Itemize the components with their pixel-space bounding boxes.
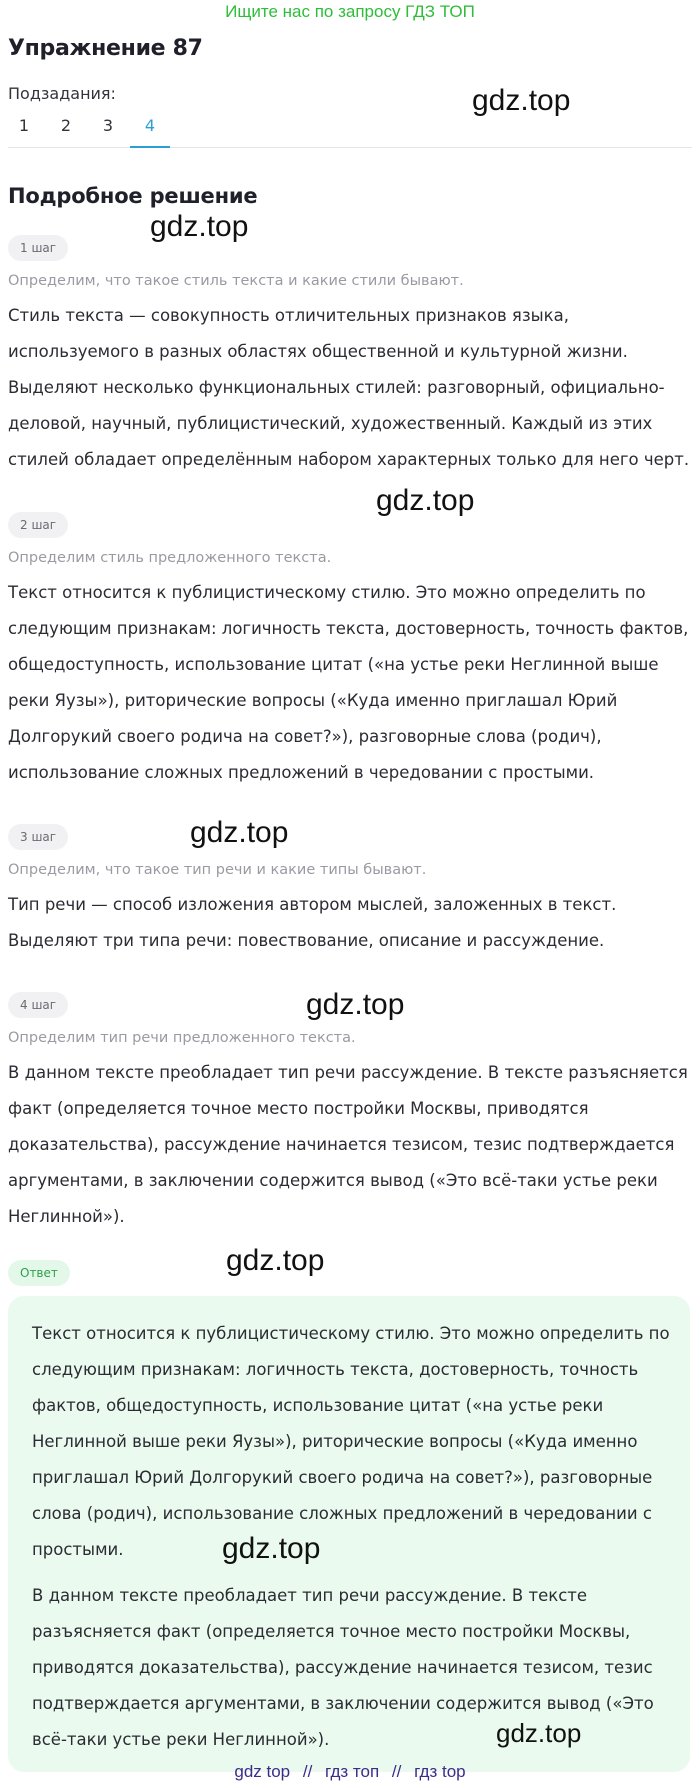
step-badge-1: 1 шаг [8, 235, 68, 261]
watermark: gdz.top [472, 84, 571, 117]
answer-box [8, 1296, 690, 1772]
step-badge-4: 4 шаг [8, 992, 68, 1018]
step-hint-4: Определим тип речи предложенного текста. [8, 1030, 356, 1046]
step-badge-2: 2 шаг [8, 512, 68, 538]
exercise-title: Упражнение 87 [8, 36, 203, 61]
watermark: gdz.top [222, 1532, 321, 1565]
search-promo-banner: Ищите нас по запросу ГДЗ ТОП [225, 2, 475, 21]
watermark: gdz.top [306, 988, 405, 1021]
answer-badge: Ответ [8, 1260, 70, 1286]
footer-separator: // [391, 1762, 402, 1781]
subtasks-label: Подзадания: [8, 84, 116, 103]
step-text-3: Тип речи — способ изложения автором мыслей, заложенных в текст. Выделяют три типа речи: повествование, описание и рассуждение. [8, 895, 617, 950]
step-hint-3: Определим, что такое тип речи и какие типы бывают. [8, 862, 427, 878]
answer-paragraph-2: В данном тексте преобладает тип речи рассуждение. В тексте разъясняется факт (определяется точное место постройки Москвы, приводятся доказательства), рассуждение начинается тезисом, тезис подтверждается аргументами, в заключении содержится вывод («Это всё-таки устье реки Неглинной»). [32, 1586, 654, 1749]
step-badge-3: 3 шаг [8, 824, 68, 850]
watermark: gdz.top [150, 210, 249, 243]
answer-paragraph-1: Текст относится к публицистическому стилю. Это можно определить по следующим признакам: логичность текста, достоверность, точность фактов, общедоступность, использование цитат («на устье реки Неглинной выше реки Яузы»), риторические вопросы («Куда именно приглашал Юрий Долгорукий своего родича на совет?»), разговорные слова (родич), использование сложных предложений в чередовании с простыми. [32, 1324, 670, 1559]
subtask-tab-4-active[interactable]: 4 [130, 116, 170, 148]
subtask-tab-2[interactable]: 2 [60, 116, 72, 135]
step-text-1: Стиль текста — совокупность отличительных признаков языка, используемого в разных областях общественной и культурной жизни. Выделяют несколько функциональных стилей: разговорный, официально-деловой, научный, публицистический, художественный. Каждый из этих стилей обладает определённым набором характерных только для него черт. [8, 306, 690, 469]
solution-title: Подробное решение [8, 184, 258, 208]
watermark: gdz.top [496, 1718, 582, 1748]
watermark: gdz.top [190, 816, 289, 849]
step-hint-1: Определим, что такое стиль текста и какие стили бывают. [8, 273, 464, 289]
footer-link-gdz-top[interactable]: gdz top [234, 1762, 291, 1781]
step-text-2: Текст относится к публицистическому стилю. Это можно определить по следующим признакам: логичность текста, достоверность, точность фактов, общедоступность, использование цитат («на устье реки Неглинной выше реки Яузы»), риторические вопросы («Куда именно приглашал Юрий Долгорукий своего родича на совет?»), разговорные слова (родич), использование сложных предложений в чередовании с простыми. [8, 583, 689, 782]
watermark: gdz.top [376, 484, 475, 517]
footer-link-gdz-top-ru[interactable]: гдз топ [325, 1762, 380, 1781]
subtask-tab-3[interactable]: 3 [102, 116, 114, 135]
step-hint-2: Определим стиль предложенного текста. [8, 550, 332, 566]
step-text-4: В данном тексте преобладает тип речи рассуждение. В тексте разъясняется факт (определяется точное место постройки Москвы, приводятся доказательства), рассуждение начинается тезисом, тезис подтверждается аргументами, в заключении содержится вывод («Это всё-таки устье реки Неглинной»). [8, 1063, 688, 1226]
footer-separator: // [302, 1762, 313, 1781]
subtask-tab-1[interactable]: 1 [18, 116, 30, 135]
footer-link-gdz-top-mixed[interactable]: гдз top [414, 1762, 466, 1781]
footer-links [0, 1762, 700, 1782]
watermark: gdz.top [226, 1244, 325, 1277]
subtask-tabs [8, 112, 692, 148]
